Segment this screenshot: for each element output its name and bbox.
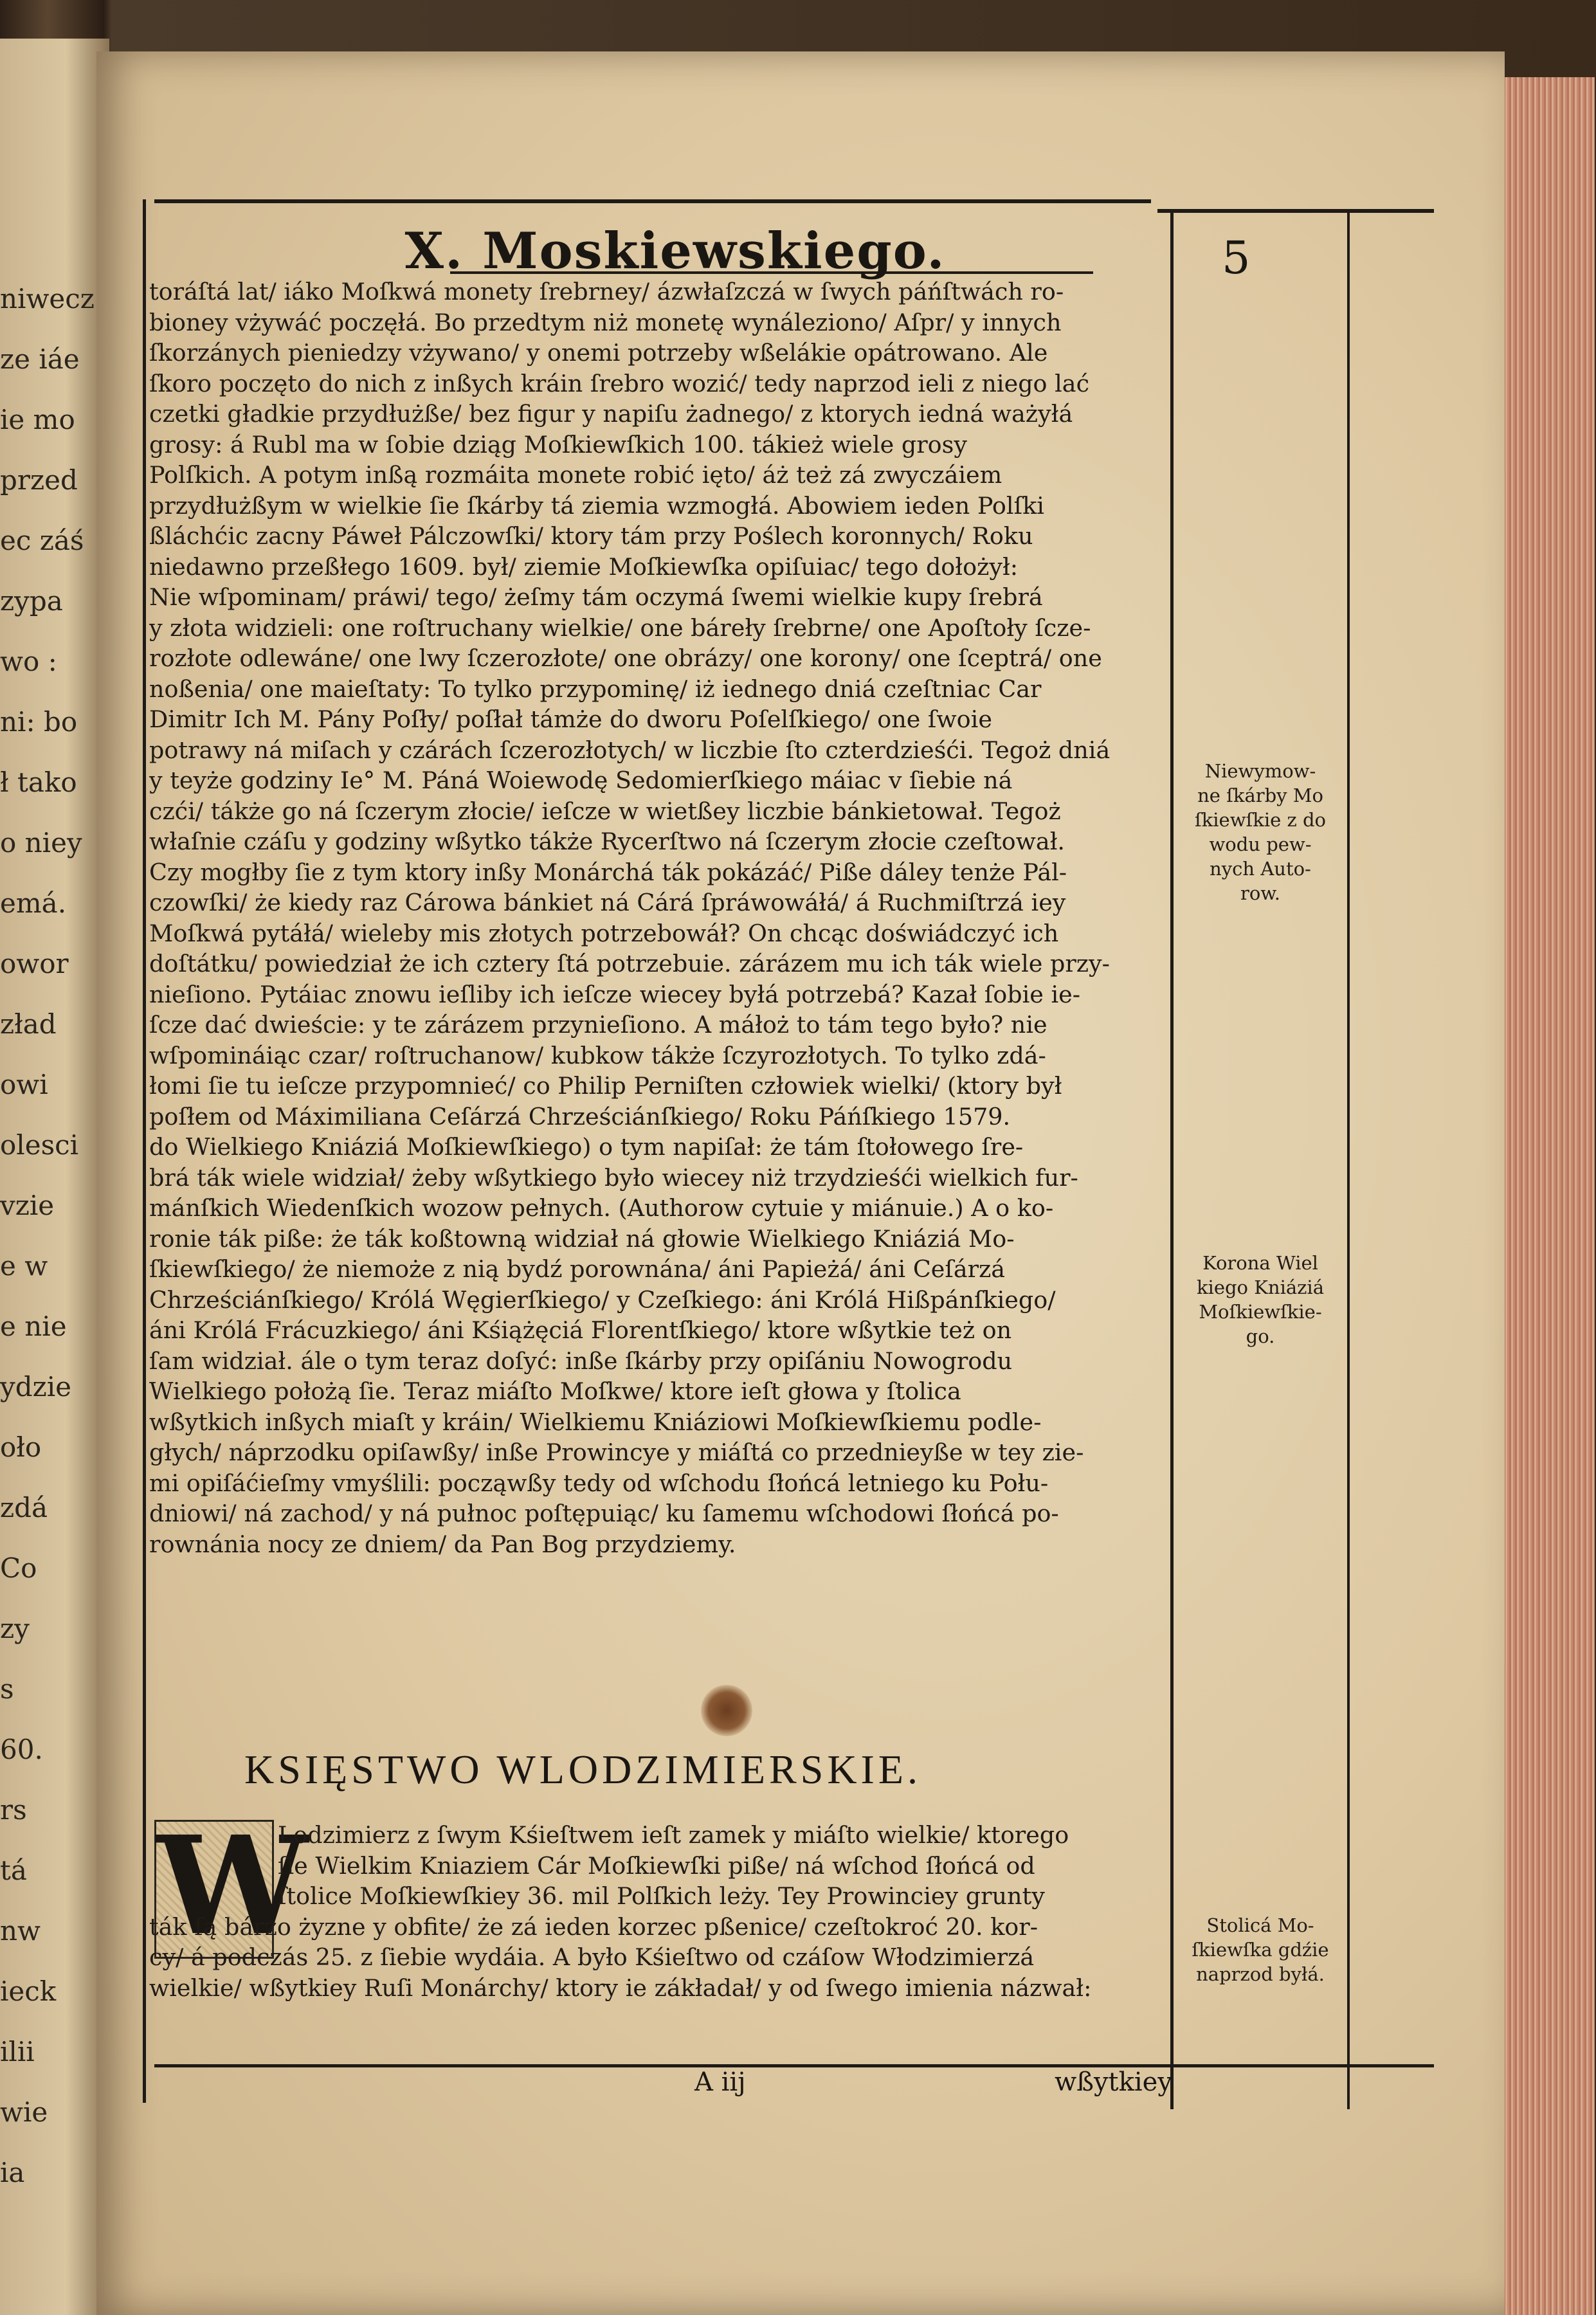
text-line: łomi ſie tu ieſcze przypomnieć/ co Philip Perniſten człowiek wielki/ (ktory był [149,1072,1062,1100]
text-line: czetki gładkie przydłużße/ bez figur y napiſu żadnego/ z ktorych iedná ważyłá [149,400,1073,428]
marginal-line: wodu pew- [1209,833,1312,855]
left-page-fragment: ie mo [0,404,75,435]
left-page-fragment: e nie [0,1311,67,1342]
marginal-note-3 [1177,1913,1344,1986]
text-line: noßenia/ one maieſtaty: To tylko przypominę/ iż iednego dniá czeſtniac Car [149,675,1042,703]
left-page-fragment: tá [0,1855,27,1886]
section-line: Lodzimierz z ſwym Kśieſtwem ieſt zamek y miáſto wielkie/ ktorego [278,1821,1069,1849]
left-page-fragment: ilii [0,2036,35,2067]
text-line: ſkorzánych pieniedzy vżywano/ y onemi potrzeby wßelákie opátrowano. Ale [149,339,1048,367]
drop-cap-initial: W [154,1820,274,1959]
marginal-line: Moſkiewſkie- [1199,1301,1322,1323]
left-page-fragment: niwecz [0,283,95,314]
text-line: ſkiewſkiego/ że niemoże z nią bydź porownána/ áni Papieżá/ áni Ceſárzá [149,1255,1006,1283]
marginal-line: Stolicá Mo- [1206,1914,1314,1936]
signature-mark: A iij [694,2067,746,2097]
text-line: rownánia nocy ze dniem/ da Pan Bog przydziemy. [149,1530,736,1558]
text-line: czowſki/ że kiedy raz Cárowa bánkiet ná Cárá ſpráwowáłá/ á Ruchmiſtrzá iey [149,889,1066,916]
text-line: ſkoro poczęto do nich z inßych kráin ſrebro wozić/ tedy naprzod ieli z niego lać [149,369,1090,397]
text-line: ſam widział. ále o tym teraz doſyć: inße ſkárby przy opiſániu Nowogrodu [149,1347,1013,1375]
text-line: ßláchćic zacny Páweł Pálczowſki/ ktory tám przy Poślech koronnych/ Roku [149,522,1033,550]
text-frame-left [143,199,146,2103]
left-page-fragment: ni: bo [0,706,78,738]
ink-stain [701,1685,752,1736]
text-line: dniowi/ ná zachod/ y ná pułnoc poſtępuiąc/ ku ſamemu wſchodowi ſłońcá po- [149,1500,1059,1527]
foot-rule [154,2064,1434,2067]
text-line: ronie ták piße: że ták koßtowną widział ná głowie Wielkiego Kniáziá Mo- [149,1224,1015,1253]
text-line: wßytkich inßych miaſt y kráin/ Wielkiemu Kniáziowi Moſkiewſkiemu podle- [149,1408,1042,1436]
marginal-line: Niewymow- [1204,760,1316,782]
text-line: właſnie czáſu y godziny wßytko tákże Rycerſtwo ná ſczerym złocie czeſtował. [149,828,1066,855]
text-line: Wielkiego położą ſie. Teraz miáſto Moſkwe/ ktore ieſt głowa y ſtolica [149,1377,961,1405]
marginal-note-2 [1177,1251,1344,1348]
marginal-line: ſkiewſkie z do [1194,809,1327,831]
head-rule-right [1157,209,1434,213]
section-line: ſtolice Moſkiewſkiey 36. mil Polſkich leży. Tey Prowinciey grunty [278,1882,1045,1910]
left-page-fragment: nw [0,1915,41,1947]
text-line: Nie wſpominam/ práwi/ tego/ żeſmy tám oczymá ſwemi wielkie kupy ſrebrá [149,583,1043,611]
left-page-fragment: Co [0,1552,37,1584]
marginal-line: kiego Kniáziá [1196,1276,1324,1298]
text-line: poſłem od Máximiliana Ceſárzá Chrześciánſkiego/ Roku Páńſkiego 1579. [149,1102,1011,1130]
left-page-text [0,0,109,2315]
section-heading: KSIĘSTWO WLODZIMIERSKIE. [244,1747,921,1792]
text-line: y złota widzieli: one roſtruchany wielkie/ one báreły ſrebrne/ one Apoſtoły ſcze- [149,613,1091,642]
left-page-fragment: ec záś [0,525,84,556]
text-line: doſtátku/ powiedział że ich cztery ſtá potrzebuie. zárázem mu ich ták wiele przy- [149,950,1110,977]
head-rule-left [154,199,1151,203]
text-line: mi opiſáćieſmy vmyślili: począwßy tedy od wſchodu ſłońcá letniego ku Połu- [149,1469,1049,1497]
marginal-line: nych Auto- [1210,858,1311,880]
left-page-fragment: przed [0,464,78,496]
left-page-fragment: zypa [0,585,63,617]
left-page-fragment: wie [0,2096,48,2128]
left-page-fragment: e w [0,1250,48,1282]
marginal-line: naprzod byłá. [1196,1963,1325,1985]
section-line: cy/ á podczás 25. z ſiebie wydáia. A było Kśieſtwo od czáſow Włodzimierzá [149,1943,1035,1971]
left-page-fragment: oło [0,1431,42,1463]
text-line: mánſkich Wiedenſkich wozow pełnych. (Authorow cytuie y miánuie.) A o ko- [149,1194,1054,1222]
left-page-fragment: ieck [0,1975,57,2007]
text-line: ſcze dać dwieście: y te zárázem przynieſiono. A máłoż to tám tego było? nie [149,1011,1047,1039]
marginal-line: Korona Wiel [1202,1252,1318,1274]
text-line: Dimitr Ich M. Pány Poſły/ poſłał támże do dworu Poſelſkiego/ one ſwoie [149,705,992,733]
text-line: Polſkich. A potym inßą rozmáita monete robić ięto/ áż też zá zwyczáiem [149,461,1002,489]
left-page-fragment: zdá [0,1492,48,1523]
text-line: Chrześciánſkiego/ Królá Węgierſkiego/ y Czeſkiego: áni Królá Hißpánſkiego/ [149,1285,1056,1314]
text-line: áni Królá Frácuzkiego/ áni Kśiążęciá Florentſkiego/ ktore wßytkie też on [149,1316,1012,1344]
text-line: głych/ náprzodku opiſawßy/ inße Prowincye y miáſtá co przednieyße w tey zie- [149,1439,1084,1466]
margin-rule-right [1347,212,1350,2109]
text-line: czći/ tákże go ná ſczerym złocie/ ieſcze w wietßey liczbie bánkietował. Tegoż [149,797,1061,825]
text-line: rozłote odlewáne/ one lwy ſczerozłote/ one obrázy/ one korony/ one ſceptrá/ one [149,644,1102,672]
text-line: toráſtá lat/ iáko Moſkwá monety ſrebrney/ ázwłaſzczá w ſwych páńſtwách ro- [149,278,1064,305]
text-line: brá ták wiele widział/ żeby wßytkiego było wiecey niż trzydzieśći wielkich fur- [149,1163,1078,1192]
body-text [149,277,1178,1559]
section-line: ſie Wielkim Kniaziem Cár Moſkiewſki piße/ ná wſchod ſłońcá od [278,1851,1035,1880]
running-head: X. Moskiewskiego. [404,222,946,280]
left-page-fragment: zład [0,1008,57,1040]
left-page-fragment: ia [0,2157,25,2188]
left-page-fragment: owi [0,1069,48,1100]
left-page-fragment: rs [0,1794,27,1826]
text-line: potrawy ná miſach y czárách ſczerozłotych/ w liczbie ſto czterdzieśći. Tegoż dniá [149,736,1111,764]
page-edges [1492,77,1595,2315]
left-page-fragment: 60. [0,1734,43,1765]
left-page-fragment: vzie [0,1190,55,1221]
left-page-fragment: o niey [0,827,82,858]
section-line: wielkie/ wßytkiey Ruſi Monárchy/ ktory ie zákładał/ y od ſwego imienia názwał: [149,1974,1092,2002]
text-line: y teyże godziny Ie° M. Páná Woiewodę Sedomierſkiego máiac v ſiebie ná [149,767,1013,794]
marginal-note-1 [1177,759,1344,905]
left-page-fragment: s [0,1673,14,1705]
left-page-fragment: zy [0,1613,30,1644]
left-page-fragment: ł tako [0,767,77,798]
text-line: do Wielkiego Kniáziá Moſkiewſkiego) o tym napiſał: że tám ſtołowego ſre- [149,1133,1024,1161]
left-page-fragment: wo : [0,646,57,677]
text-line: bioney vżywáć poczęłá. Bo przedtym niż monetę wynáleziono/ Aſpr/ y innych [149,308,1062,336]
text-line: grosy: á Rubl ma w ſobie dziąg Moſkiewſkich 100. tákież wiele grosy [149,430,967,458]
left-page-fragment: owor [0,948,69,979]
marginal-line: ne ſkárby Mo [1197,785,1323,806]
text-line: niedawno przeßłego 1609. był/ ziemie Moſkiewſka opiſuiac/ tego dołożył: [149,552,1019,581]
left-page-fragment: olesci [0,1129,79,1161]
text-line: nieſiono. Pytáiac znowu ieſliby ich ieſcze wiecey byłá potrzebá? Kazał ſobie ie- [149,980,1081,1008]
left-page-fragment: ydzie [0,1371,72,1403]
left-page-fragment: ze iáe [0,343,80,375]
section-line: ták ſą bárzo żyzne y obfite/ że zá ieden korzec pßenice/ czeſtokroć 20. kor- [149,1912,1038,1941]
page-number: 5 [1222,232,1251,284]
catchword: wßytkiey [1055,2067,1172,2097]
left-page-fragment: emá. [0,887,67,919]
text-line: przydłużßym w wielkie ſie ſkárby tá ziemia wzmogłá. Abowiem ieden Polſki [149,491,1044,520]
marginal-line: row. [1240,882,1280,904]
text-line: Moſkwá pytáłá/ wieleby mis złotych potrzebowáł? On chcąc doświádczyć ich [149,919,1059,947]
text-line: wſpomináiąc czar/ roſtruchanow/ kubkow tákże ſczyrozłotych. To tylko zdá- [149,1041,1046,1069]
marginal-line: ſkiewſka gdźie [1192,1939,1329,1961]
marginal-line: go. [1246,1325,1275,1347]
text-line: Czy mogłby ſie z tym ktory inßy Monárchá ták pokázáć/ Piße dáley tenże Pál- [149,858,1067,886]
section-body [149,1820,1178,2003]
